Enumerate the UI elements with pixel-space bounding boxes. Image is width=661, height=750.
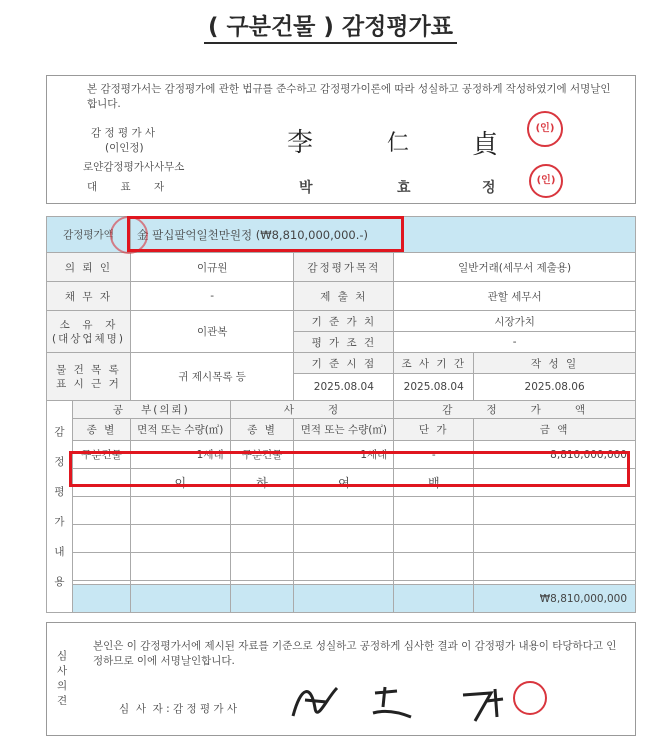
- submit-value: 관할 세무서: [394, 282, 636, 311]
- review-signature-1-icon: [287, 678, 347, 726]
- word-2: 하: [230, 469, 294, 497]
- basis-value: 시장가치: [394, 311, 636, 332]
- owner-label: 소 유 자 (대상업체명): [47, 311, 131, 353]
- h-unit-price: 단 가: [394, 419, 474, 441]
- write-value: 2025.08.06: [474, 374, 636, 401]
- base-date-label: 기 준 시 점: [294, 353, 394, 374]
- condition-value: -: [394, 332, 636, 353]
- ledger-header: 공 부(의뢰): [72, 401, 230, 419]
- survey-label: 조 사 기 간: [394, 353, 474, 374]
- base-date-value: 2025.08.04: [294, 374, 394, 401]
- detail-side-label: 감 정 평 가 내 용: [47, 401, 73, 613]
- hand-signature-1: 李: [287, 128, 314, 158]
- review-section: [46, 622, 636, 736]
- rep-sig-1: 박: [299, 180, 313, 196]
- row-type-2: 구분건물: [230, 441, 294, 469]
- survey-value: 2025.08.04: [394, 374, 474, 401]
- row-type-1: 구분건물: [72, 441, 130, 469]
- row-unit-price: -: [394, 441, 474, 469]
- debtor-label: 채 무 자: [47, 282, 131, 311]
- appraiser-seal-icon: (인): [527, 111, 563, 147]
- h-type-1: 종 별: [72, 419, 130, 441]
- owner-value: 이관복: [130, 311, 293, 353]
- review-side-label: 심 사 의 견: [57, 650, 68, 707]
- h-area-2: 면적 또는 수량(㎡): [294, 419, 394, 441]
- signature-section: [46, 75, 636, 204]
- row-highlight: [69, 451, 630, 487]
- signature-statement: 본 감정평가서는 감정평가에 관한 법규를 준수하고 감정평가이론에 따라 성실하고 공정하게 작성하였기에 서명날인합니다.: [87, 83, 611, 110]
- appraiser-label: 감 정 평 가 사: [91, 127, 156, 139]
- total-amount: ₩8,810,000,000: [474, 585, 636, 613]
- h-area-1: 면적 또는 수량(㎡): [130, 419, 230, 441]
- reviewer-label: 심 사 자 : 감 정 평 가 사: [119, 703, 238, 715]
- row-area-1: 1세대: [130, 441, 230, 469]
- word-4: 백: [394, 469, 474, 497]
- h-type-2: 종 별: [230, 419, 294, 441]
- review-text: 본인은 이 감정평가서에 제시된 자료를 기준으로 성실하고 공정하게 심사한 결과 이 감정평가 내용이 타당하다고 인정하므로 이에 서명날인합니다.: [93, 640, 617, 667]
- word-3: 여: [294, 469, 394, 497]
- hand-signature-2: 仁: [387, 131, 410, 156]
- appraiser-name: (이인정): [105, 142, 144, 154]
- review-signature-3-icon: [457, 683, 513, 727]
- review-signature-2-icon: [367, 683, 417, 723]
- review-seal-icon: [513, 681, 547, 715]
- page-title: ( 구분건물 ) 감정평가표: [0, 8, 661, 41]
- value-highlight: [127, 216, 404, 252]
- list-label: 물 건 목 록 표 시 근 거: [47, 353, 131, 401]
- rep-seal-icon: (인): [529, 164, 563, 198]
- appraisal-table: [46, 216, 636, 613]
- rep-sig-2: 효: [397, 180, 411, 196]
- list-value: 귀 제시목록 등: [130, 353, 293, 401]
- value-amount: 金 팔십팔억일천만원정 (₩8,810,000,000.-): [130, 217, 635, 253]
- h-amount: 금 액: [474, 419, 636, 441]
- row-amount: 8,810,000,000: [474, 441, 636, 469]
- word-1: 이: [130, 469, 230, 497]
- purpose-label: 감정평가목적: [294, 253, 394, 282]
- debtor-value: -: [130, 282, 293, 311]
- submit-label: 제 출 처: [294, 282, 394, 311]
- office-name: 로얀감정평가사사무소: [83, 161, 185, 173]
- appraisal-header: 감 정 가 액: [394, 401, 636, 419]
- hand-signature-3: 貞: [472, 130, 499, 160]
- rep-sig-3: 정: [482, 180, 496, 196]
- rep-label: 대 표 자: [87, 181, 165, 193]
- write-label: 작 성 일: [474, 353, 636, 374]
- value-label: 감정평가액: [47, 217, 131, 253]
- purpose-value: 일반거래(세무서 제출용): [394, 253, 636, 282]
- investigation-header: 사 정: [230, 401, 394, 419]
- basis-label: 기 준 가 치: [294, 311, 394, 332]
- client-label: 의 뢰 인: [47, 253, 131, 282]
- row-area-2: 1세대: [294, 441, 394, 469]
- condition-label: 평 가 조 건: [294, 332, 394, 353]
- client-value: 이규원: [130, 253, 293, 282]
